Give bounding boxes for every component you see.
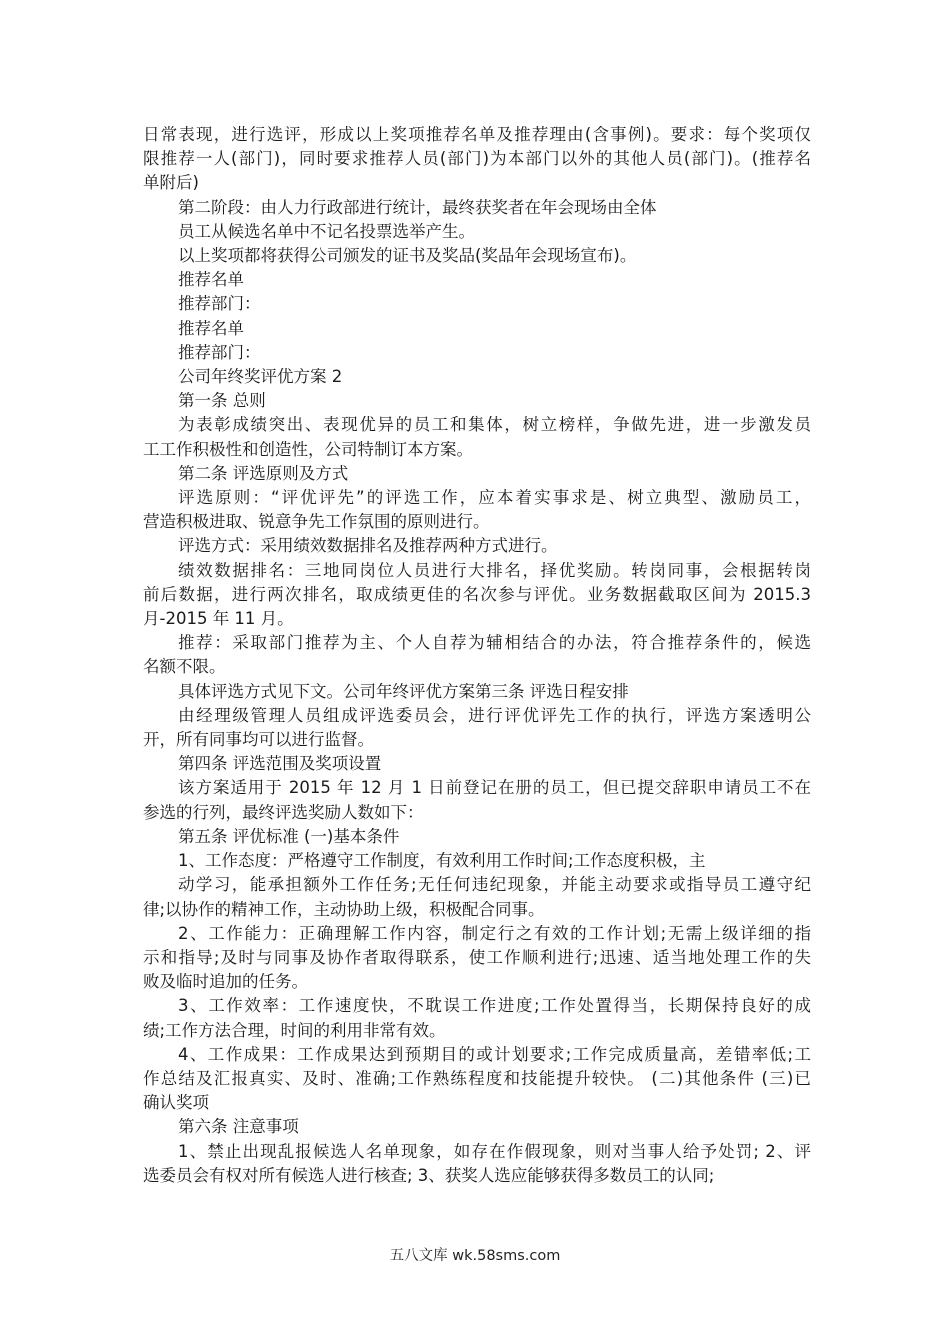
text-line: 名额不限。 — [143, 657, 226, 677]
text-line: 败及临时追加的任务。 — [143, 972, 308, 992]
text-line: 推荐名单 — [178, 318, 244, 338]
text-line: 推荐部门： — [178, 294, 261, 314]
text-line: 1、禁止出现乱报候选人名单现象，如存在作假现象，则对当事人给予处罚; 2、评 — [178, 1141, 811, 1161]
text-line: 以上奖项都将获得公司颁发的证书及奖品(奖品年会现场宣布)。 — [178, 246, 637, 266]
text-line: 评选原则：“评优评先”的评选工作，应本着实事求是、树立典型、激励员工， — [178, 488, 811, 508]
text-line: 第二条 评选原则及方式 — [178, 463, 349, 483]
text-line: 前后数据，进行两次排名，取成绩更佳的名次参与评优。业务数据截取区间为 2015.3 — [143, 584, 811, 604]
text-line: 第五条 评优标准 (一)基本条件 — [178, 826, 400, 846]
text-line: 推荐名单 — [178, 270, 244, 290]
text-line: 工工作积极性和创造性，公司特制订本方案。 — [143, 439, 473, 459]
text-line: 动学习，能承担额外工作任务;无任何违纪现象，并能主动要求或指导员工遵守纪 — [178, 875, 811, 895]
text-line: 确认奖项 — [143, 1093, 209, 1113]
text-line: 该方案适用于 2015 年 12 月 1 日前登记在册的员工，但已提交辞职申请员工不在 — [178, 778, 811, 798]
text-line: 示和指导;及时与同事及协作者取得联系，使工作顺利进行;迅速、适当地处理工作的失 — [143, 947, 811, 967]
text-line: 律;以协作的精神工作，主动协助上级，积极配合同事。 — [143, 899, 545, 919]
text-line: 单附后) — [143, 173, 199, 193]
text-line: 开，所有同事均可以进行监督。 — [143, 730, 374, 750]
text-line: 推荐：采取部门推荐为主、个人自荐为辅相结合的办法，符合推荐条件的，候选 — [178, 633, 811, 653]
text-line: 参选的行列，最终评选奖励人数如下： — [143, 802, 424, 822]
text-line: 日常表现，进行选评，形成以上奖项推荐名单及推荐理由(含事例)。要求：每个奖项仅 — [143, 125, 811, 144]
text-line: 选委员会有权对所有候选人进行核查; 3、获奖人选应能够获得多数员工的认同; — [143, 1165, 715, 1185]
text-line: 1、工作态度：严格遵守工作制度，有效利用工作时间;工作态度积极，主 — [178, 851, 706, 871]
text-line: 由经理级管理人员组成评选委员会，进行评优评先工作的执行，评选方案透明公 — [178, 705, 811, 725]
text-line: 推荐部门： — [178, 342, 261, 362]
text-line: 营造积极进取、锐意争先工作氛围的原则进行。 — [143, 512, 490, 532]
text-line: 作总结及汇报真实、及时、准确;工作熟练程度和技能提升较快。 (二)其他条件 (三)已 — [143, 1068, 811, 1088]
text-line: 4、工作成果：工作成果达到预期目的或计划要求;工作完成质量高，差错率低;工 — [178, 1044, 811, 1064]
document-body — [143, 123, 811, 1188]
text-line: 第六条 注意事项 — [178, 1117, 299, 1137]
text-line: 第二阶段：由人力行政部进行统计，最终获奖者在年会现场由全体 — [178, 197, 657, 217]
text-line: 2、工作能力：正确理解工作内容，制定行之有效的工作计划;无需上级详细的指 — [178, 923, 811, 943]
text-line: 月-2015 年 11 月。 — [143, 609, 294, 629]
text-line: 具体评选方式见下文。公司年终评优方案第三条 评选日程安排 — [178, 681, 629, 701]
text-line: 为表彰成绩突出、表现优异的员工和集体，树立榜样，争做先进，进一步激发员 — [178, 415, 811, 435]
text-line: 员工从候选名单中不记名投票选举产生。 — [178, 221, 475, 241]
text-line: 第四条 评选范围及奖项设置 — [178, 754, 382, 774]
text-line: 3、工作效率：工作速度快，不耽误工作进度;工作处置得当，长期保持良好的成 — [178, 996, 811, 1016]
footer-watermark: 五八文库 wk.58sms.com — [389, 1248, 561, 1264]
text-line: 评选方式：采用绩效数据排名及推荐两种方式进行。 — [178, 536, 558, 556]
text-line: 绩;工作方法合理，时间的利用非常有效。 — [143, 1020, 446, 1040]
text-line: 公司年终奖评优方案 2 — [178, 367, 343, 387]
text-line: 绩效数据排名：三地同岗位人员进行大排名，择优奖励。转岗同事，会根据转岗 — [178, 560, 811, 580]
text-line: 限推荐一人(部门)，同时要求推荐人员(部门)为本部门以外的其他人员(部门)。(推荐名 — [143, 149, 811, 169]
text-line: 第一条 总则 — [178, 391, 266, 411]
